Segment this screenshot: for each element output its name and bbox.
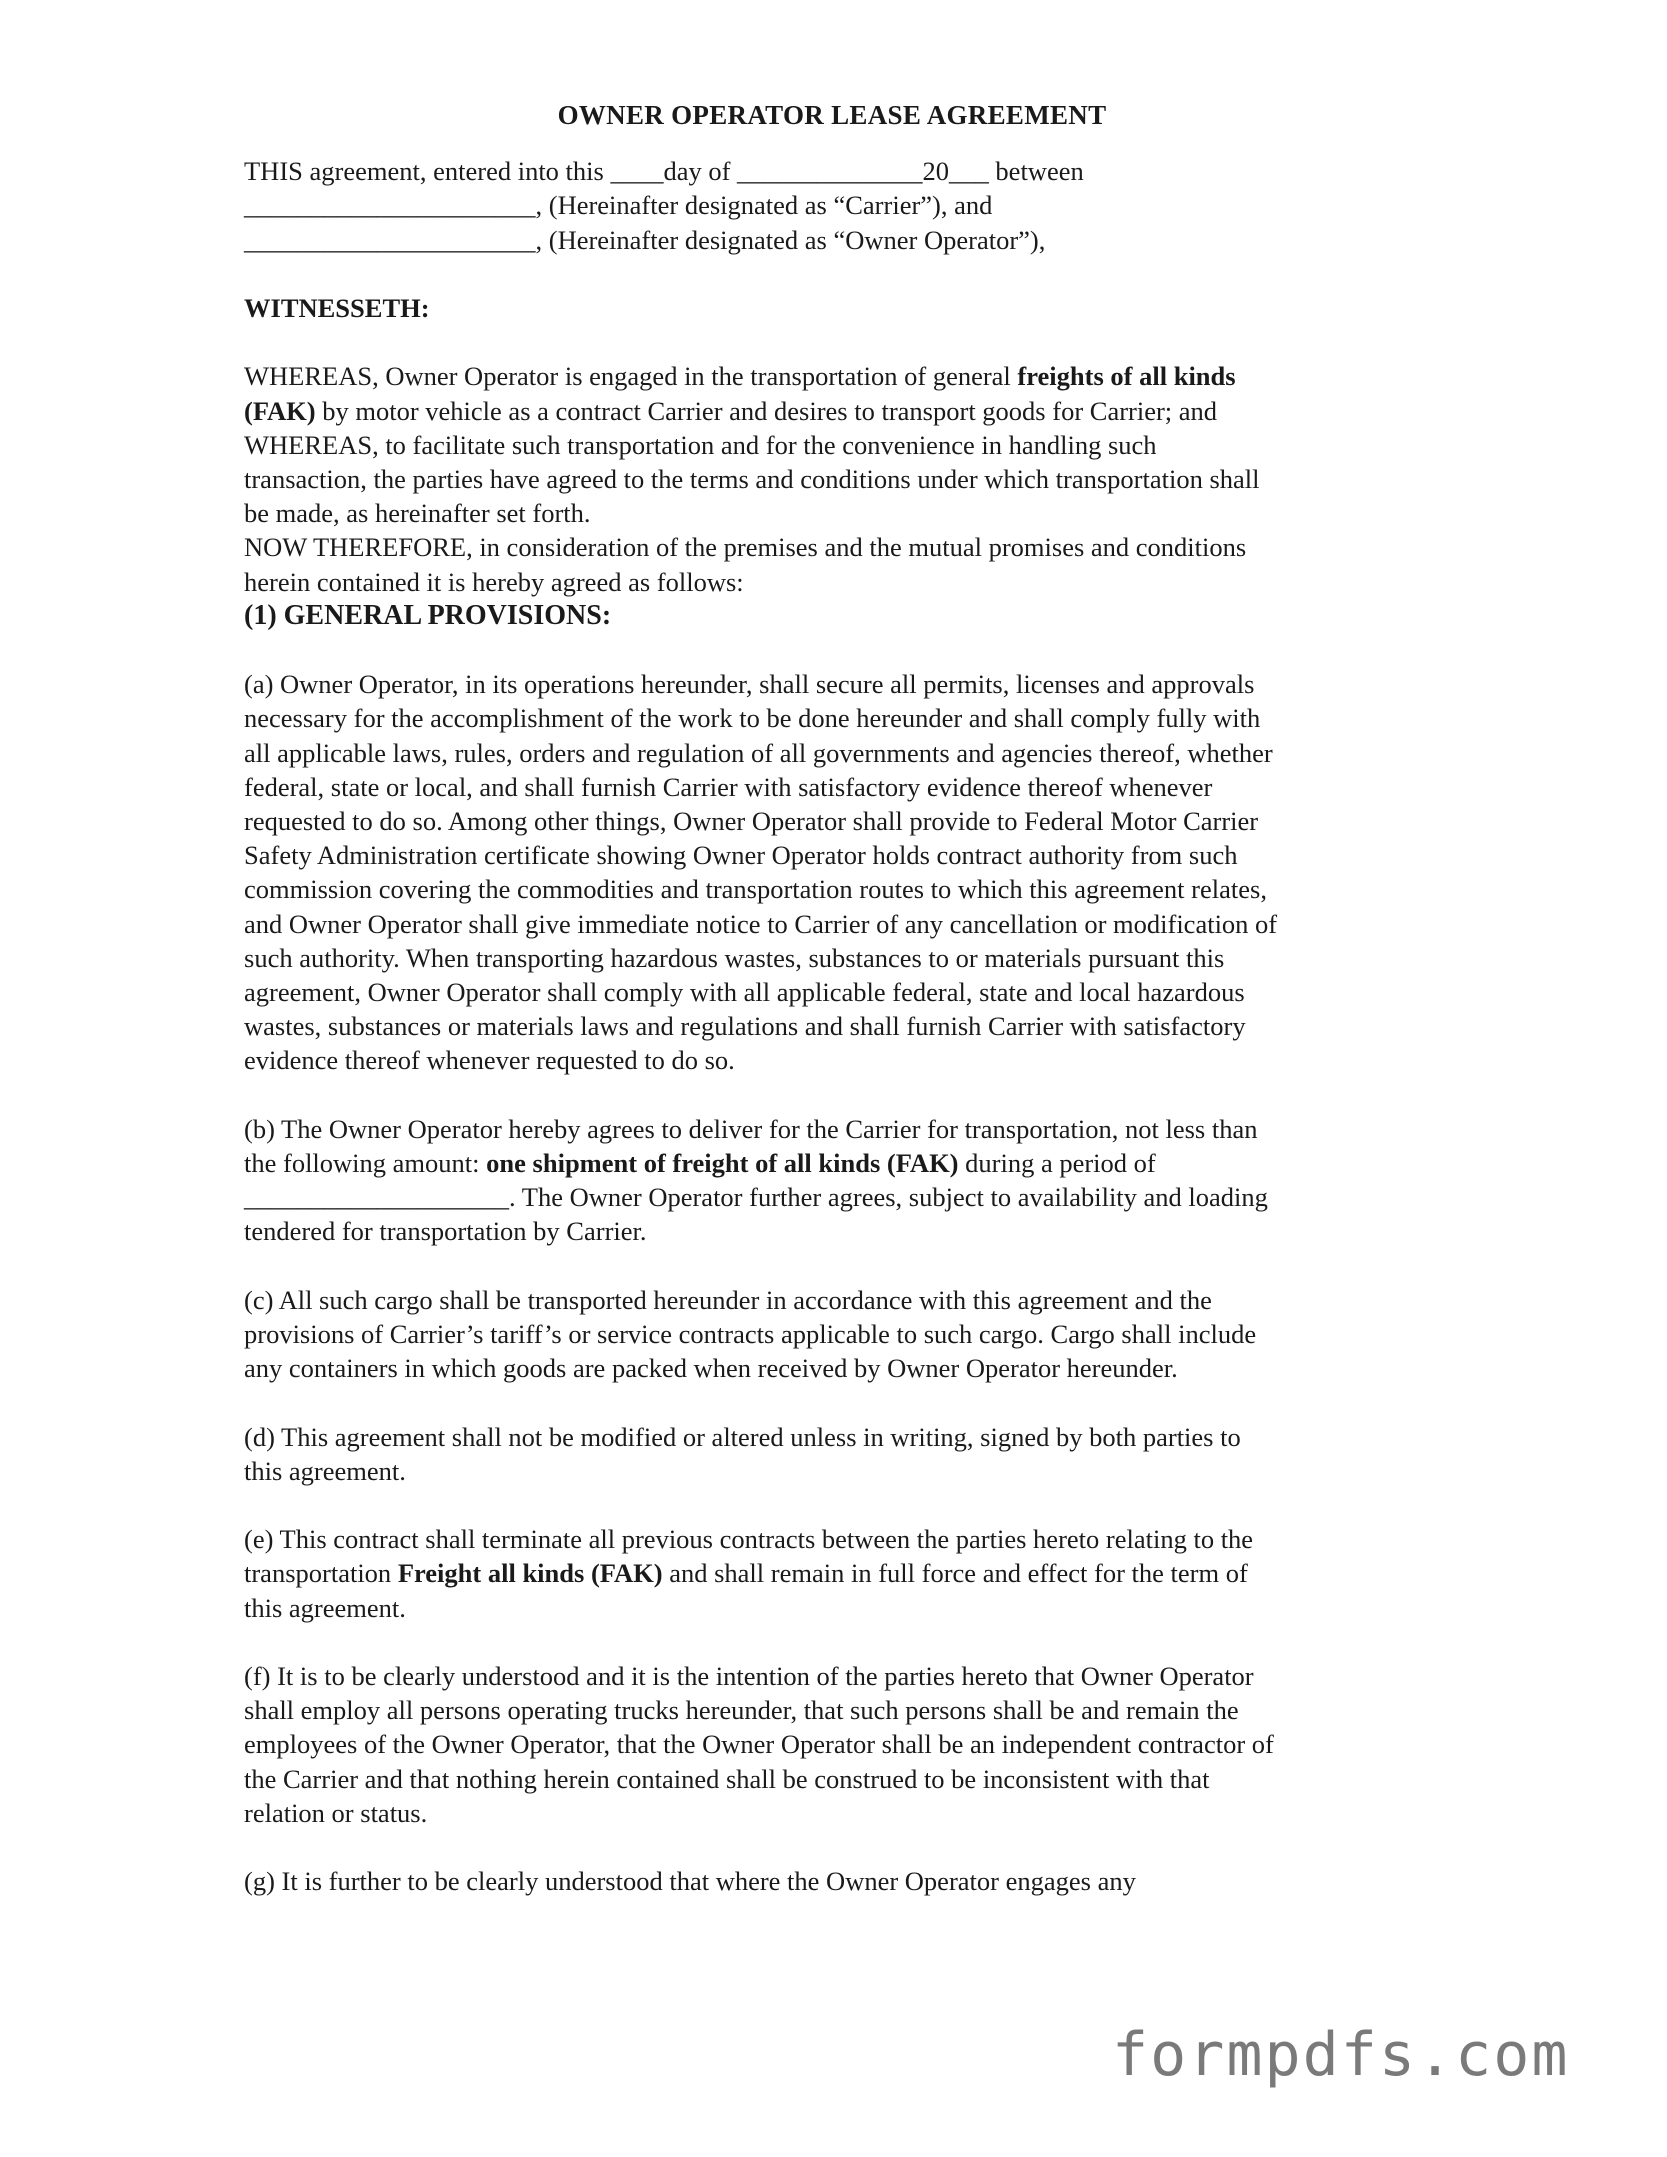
paragraph-line: evidence thereof whenever requested to do so. xyxy=(244,1045,735,1076)
paragraph-line: relation or status. xyxy=(244,1797,428,1828)
paragraph-line: (a) Owner Operator, in its operations hereunder, shall secure all permits, licenses and approvals xyxy=(244,669,1255,700)
watermark: formpdfs.com xyxy=(1112,2020,1570,2090)
paragraph-line: shall employ all persons operating trucks hereunder, that such persons shall be and remain the xyxy=(244,1695,1239,1726)
paragraph-line: requested to do so. Among other things, Owner Operator shall provide to Federal Motor Carrier xyxy=(244,806,1259,837)
whereas-line: be made, as hereinafter set forth. xyxy=(244,498,591,529)
whereas-line: transaction, the parties have agreed to the terms and conditions under which transportation shall xyxy=(244,464,1260,494)
paragraph-line: the Carrier and that nothing herein contained shall be construed to be inconsistent with that xyxy=(244,1763,1210,1794)
paragraph-line: necessary for the accomplishment of the work to be done hereunder and shall comply fully with xyxy=(244,703,1261,734)
paragraph-line: provisions of Carrier’s tariff’s or service contracts applicable to such cargo. Cargo shall include xyxy=(244,1319,1257,1350)
paragraph-line: commission covering the commodities and transportation routes to which this agreement relates, xyxy=(244,874,1267,905)
paragraph-b xyxy=(244,1112,1424,1249)
paragraph-line: this agreement. xyxy=(244,1455,406,1486)
paragraph-c xyxy=(244,1283,1424,1386)
paragraph-line: this agreement. xyxy=(244,1592,406,1623)
paragraph-line: tendered for transportation by Carrier. xyxy=(244,1216,647,1247)
paragraph-line: ____________________. The Owner Operator further agrees, subject to availability and loading xyxy=(244,1182,1268,1213)
whereas-line: WHEREAS, Owner Operator is engaged in the transportation of general freights of all kinds xyxy=(244,361,1236,392)
paragraph-line: (e) This contract shall terminate all previous contracts between the parties hereto relating to the xyxy=(244,1524,1254,1555)
paragraph-line: (d) This agreement shall not be modified or altered unless in writing, signed by both parties to xyxy=(244,1421,1241,1452)
paragraph-line: wastes, substances or materials laws and regulations and shall furnish Carrier with satisfactory xyxy=(244,1011,1246,1042)
paragraph-line: agreement, Owner Operator shall comply with all applicable federal, state and local hazardous xyxy=(244,977,1245,1008)
paragraph-line: Safety Administration certificate showing Owner Operator holds contract authority from such xyxy=(244,840,1238,871)
paragraph-line: federal, state or local, and shall furnish Carrier with satisfactory evidence thereof whenever xyxy=(244,771,1213,802)
paragraph-line: all applicable laws, rules, orders and regulation of all governments and agencies thereof, whether xyxy=(244,737,1273,768)
paragraph-e xyxy=(244,1522,1424,1625)
intro-block xyxy=(244,154,1424,257)
section-heading-general-provisions: (1) GENERAL PROVISIONS: xyxy=(244,599,612,631)
whereas-line: WHEREAS, to facilitate such transportation and for the convenience in handling such xyxy=(244,429,1157,460)
whereas-line: NOW THEREFORE, in consideration of the premises and the mutual promises and conditions xyxy=(244,532,1247,563)
paragraph-a xyxy=(244,667,1424,1077)
paragraph-d xyxy=(244,1420,1424,1488)
document-title: OWNER OPERATOR LEASE AGREEMENT xyxy=(557,100,1107,130)
intro-line: ______________________, (Hereinafter designated as “Carrier”), and xyxy=(244,190,993,221)
paragraph-line: transportation Freight all kinds (FAK) and shall remain in full force and effect for the term of xyxy=(244,1558,1248,1589)
paragraph-line: such authority. When transporting hazardous wastes, substances to or materials pursuant this xyxy=(244,942,1225,973)
paragraph-line: and Owner Operator shall give immediate notice to Carrier of any cancellation or modification of xyxy=(244,908,1278,939)
paragraph-line: employees of the Owner Operator, that the Owner Operator shall be an independent contractor of xyxy=(244,1729,1274,1760)
paragraph-line: (c) All such cargo shall be transported hereunder in accordance with this agreement and the xyxy=(244,1284,1212,1315)
intro-line: THIS agreement, entered into this ____day of ______________20___ between xyxy=(244,156,1084,187)
paragraph-f xyxy=(244,1659,1424,1830)
paragraph-line: (g) It is further to be clearly understood that where the Owner Operator engages any xyxy=(244,1866,1136,1897)
paragraph-line: (b) The Owner Operator hereby agrees to deliver for the Carrier for transportation, not less than xyxy=(244,1113,1258,1144)
paragraph-line: the following amount: one shipment of freight of all kinds (FAK) during a period of xyxy=(244,1148,1156,1179)
paragraph-g xyxy=(244,1864,1424,1898)
intro-line: ______________________, (Hereinafter designated as “Owner Operator”), xyxy=(244,224,1046,255)
witnesseth-heading: WITNESSETH: xyxy=(244,293,430,323)
whereas-line: (FAK) by motor vehicle as a contract Carrier and desires to transport goods for Carrier; and xyxy=(244,395,1218,426)
paragraph-line: (f) It is to be clearly understood and it is the intention of the parties hereto that Owner Operator xyxy=(244,1661,1254,1692)
document-body xyxy=(244,98,1424,1898)
paragraph-line: any containers in which goods are packed when received by Owner Operator hereunder. xyxy=(244,1353,1178,1384)
whereas-line: herein contained it is hereby agreed as follows: xyxy=(244,566,744,597)
whereas-block xyxy=(244,359,1424,598)
